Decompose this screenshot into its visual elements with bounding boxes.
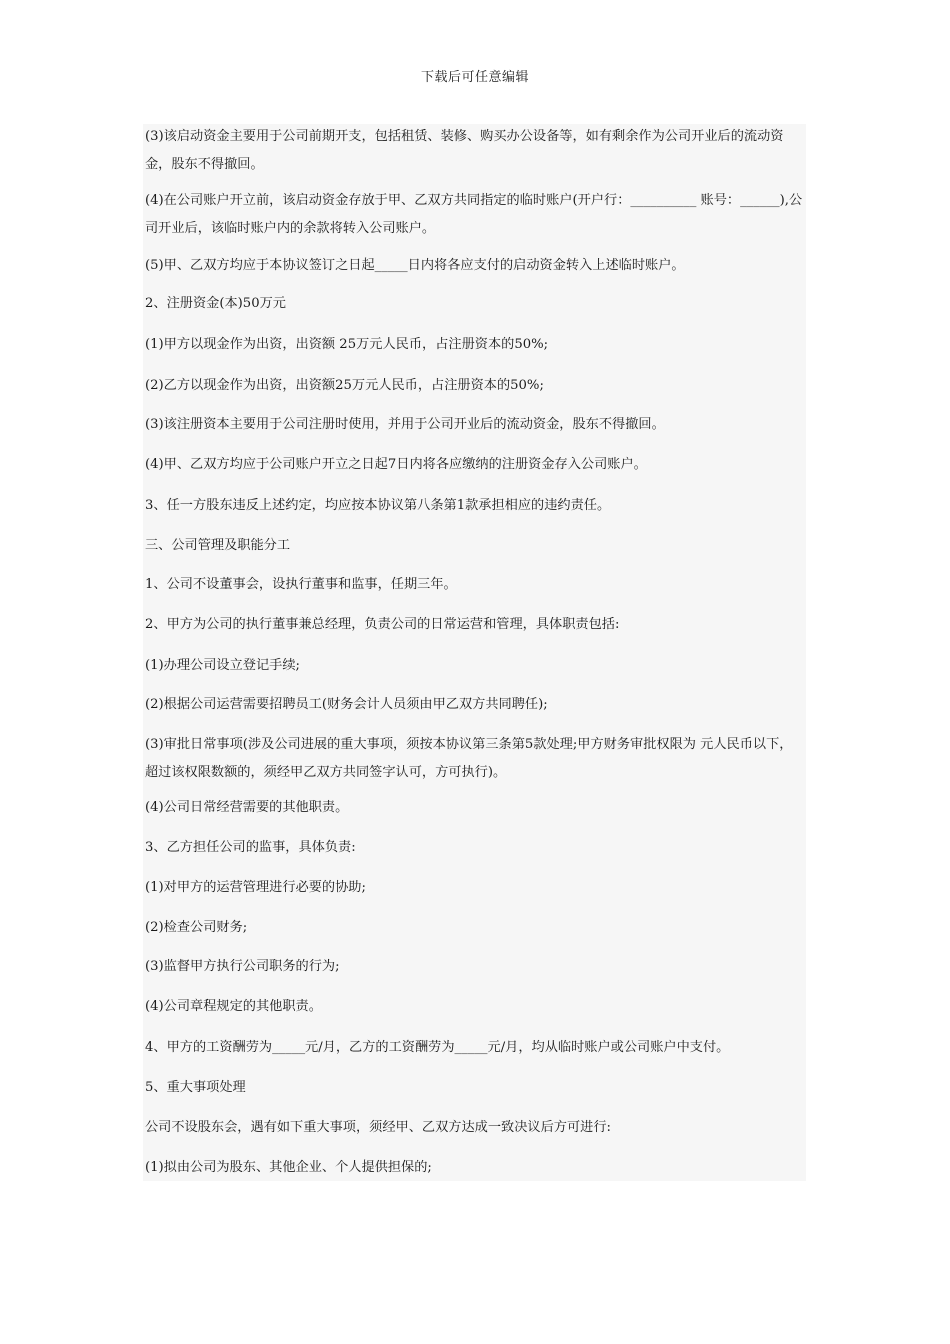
page-header: 下载后可任意编辑 — [420, 70, 529, 85]
paragraph-salary: 4、甲方的工资酬劳为_____元/月，乙方的工资酬劳为_____元/月，均从临时账户或公司账户中支付。 — [145, 1040, 730, 1055]
list-item: (1)办理公司设立登记手续; — [145, 658, 300, 673]
paragraph-registered-capital: 2、注册资金(本)50万元 — [145, 296, 286, 311]
paragraph-capital-usage: (3)该注册资本主要用于公司注册时使用，并用于公司开业后的流动资金，股东不得撤回。 — [145, 417, 665, 432]
document-body — [143, 124, 806, 1181]
paragraph-startup-fund-usage: (3)该启动资金主要用于公司前期开支，包括租赁、装修、购买办公设备等，如有剩余作为公司开业后的流动资金，股东不得撤回。 — [145, 129, 784, 172]
list-item: (1)对甲方的运营管理进行必要的协助; — [145, 880, 366, 895]
paragraph-party-a-role: 2、甲方为公司的执行董事兼总经理，负责公司的日常运营和管理，具体职责包括: — [145, 617, 620, 632]
paragraph-no-board: 1、公司不设董事会，设执行董事和监事，任期三年。 — [145, 577, 457, 592]
paragraph-transfer-deadline: (5)甲、乙双方均应于本协议签订之日起_____日内将各应支付的启动资金转入上述临时账户。 — [145, 258, 685, 273]
paragraph-no-shareholder-meeting: 公司不设股东会，遇有如下重大事项，须经甲、乙双方达成一致决议后方可进行: — [145, 1120, 612, 1135]
list-item: (1)拟由公司为股东、其他企业、个人提供担保的; — [145, 1160, 432, 1175]
list-item: (4)公司日常经营需要的其他职责。 — [145, 800, 349, 815]
paragraph-party-a-contribution: (1)甲方以现金作为出资，出资额 25万元人民币，占注册资本的50%; — [145, 337, 549, 352]
paragraph-capital-deposit: (4)甲、乙双方均应于公司账户开立之日起7日内将各应缴纳的注册资金存入公司账户。 — [145, 457, 647, 472]
paragraph-temp-account: (4)在公司账户开立前，该启动资金存放于甲、乙双方共同指定的临时账户(开户行：__________ 账号：______),公司开业后，该临时账户内的余款将转入公司账户。 — [145, 193, 803, 236]
paragraph-major-matters: 5、重大事项处理 — [145, 1080, 246, 1095]
list-item: (3)审批日常事项(涉及公司进展的重大事项，须按本协议第三条第5款处理;甲方财务审批权限为 元人民币以下，超过该权限数额的，须经甲乙双方共同签字认可，方可执行)。 — [145, 737, 793, 780]
list-item: (2)根据公司运营需要招聘员工(财务会计人员须由甲乙双方共同聘任); — [145, 697, 548, 712]
section-heading-management: 三、公司管理及职能分工 — [145, 538, 291, 553]
list-item: (2)检查公司财务; — [145, 920, 248, 935]
paragraph-party-b-role: 3、乙方担任公司的监事，具体负责: — [145, 840, 356, 855]
paragraph-party-b-contribution: (2)乙方以现金作为出资，出资额25万元人民币，占注册资本的50%; — [145, 378, 544, 393]
paragraph-breach: 3、任一方股东违反上述约定，均应按本协议第八条第1款承担相应的违约责任。 — [145, 498, 611, 513]
list-item: (3)监督甲方执行公司职务的行为; — [145, 959, 340, 974]
list-item: (4)公司章程规定的其他职责。 — [145, 999, 322, 1014]
